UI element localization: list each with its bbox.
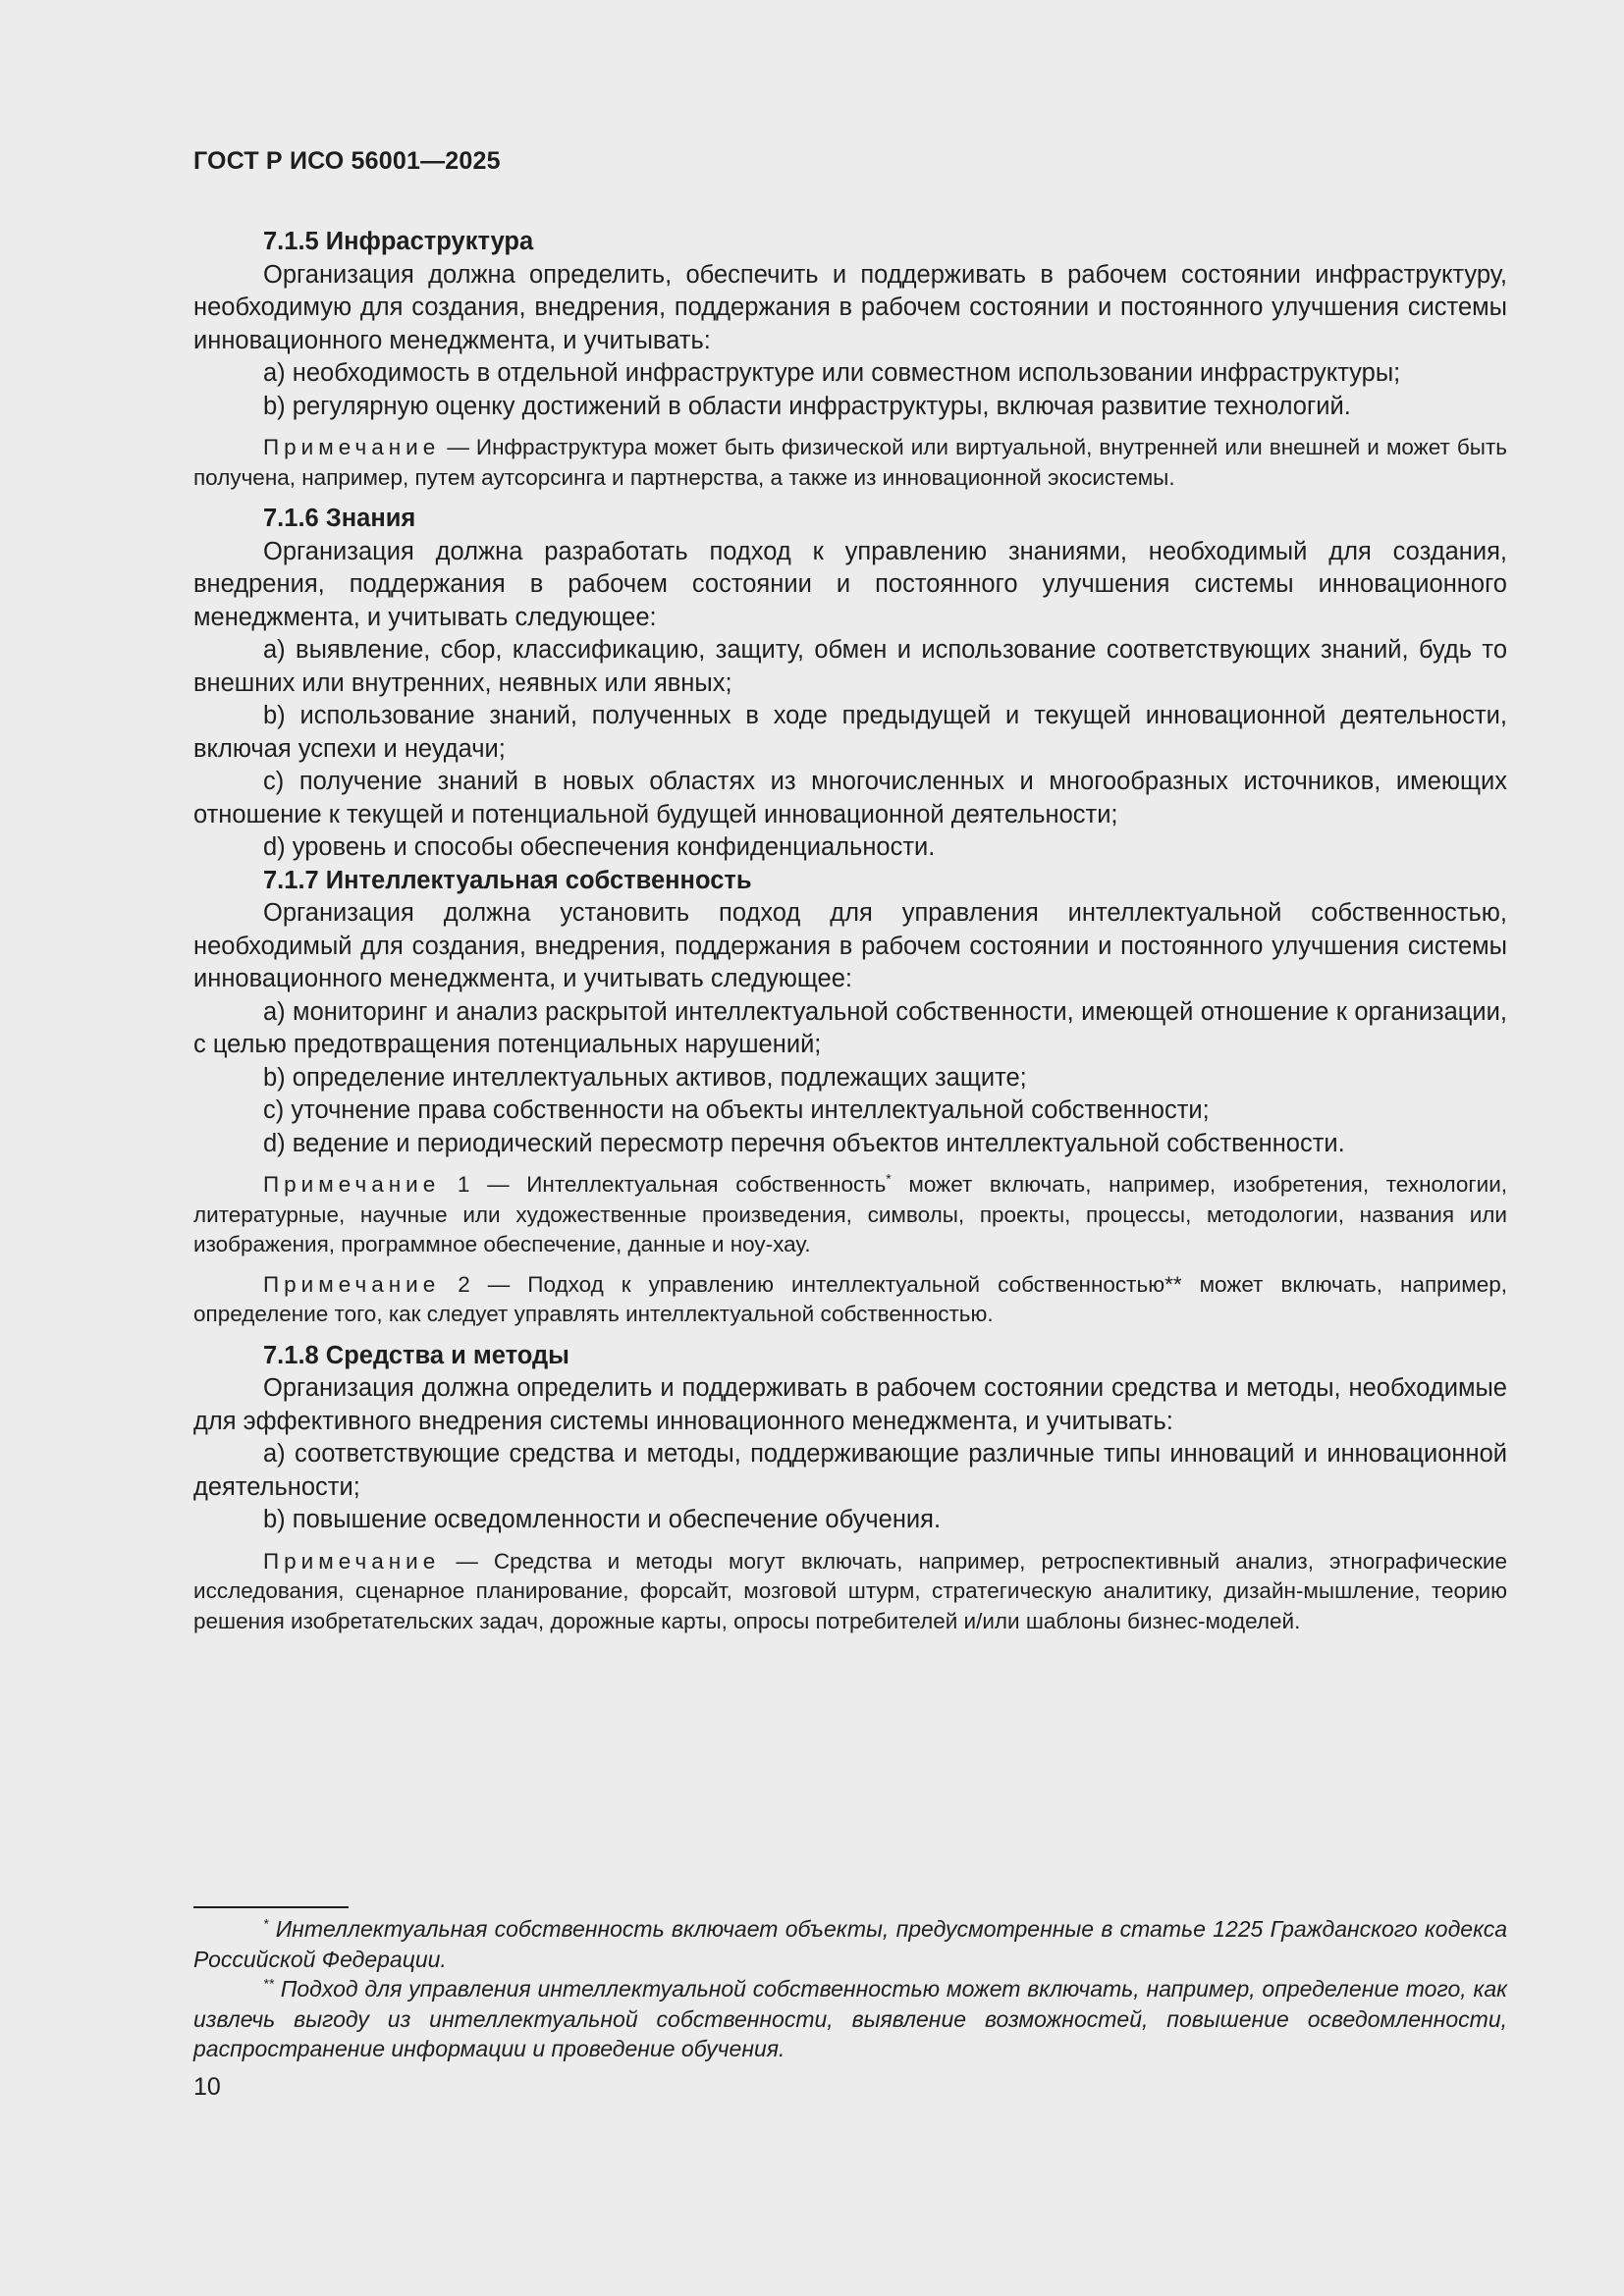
note-text: может включать, например, изобретения, технологии, литературные, научные или художественные произведения, символы, проекты, процессы, методологии, названия или изображения, программное обеспечение, данные и ноу-хау.: [193, 1172, 1508, 1256]
footnote: [193, 1914, 1507, 1974]
list-item: c) уточнение права собственности на объекты интеллектуальной собственности;: [263, 1096, 1210, 1124]
document-body: [193, 226, 1507, 1646]
list-item: b) регулярную оценку достижений в области инфраструктуры, включая развитие технологий.: [263, 392, 1351, 420]
list-item: d) уровень и способы обеспечения конфиденциальности.: [263, 833, 936, 861]
list-item: d) ведение и периодический пересмотр перечня объектов интеллектуальной собственности.: [263, 1129, 1345, 1157]
footnote-mark: *: [886, 1170, 892, 1187]
note-text: — Средства и методы могут включать, например, ретроспективный анализ, этнографические исследования, сценарное планирование, форсайт, мозговой штурм, стратегическую аналитику, дизайн-мышление, теорию решения изобретательских задач, дорожные карты, опросы потребителей и/или шаблоны бизнес-моделей.: [193, 1548, 1507, 1633]
footnote-divider: [193, 1906, 349, 1908]
footnote: [193, 1974, 1507, 2064]
note-label: Примечание: [263, 1548, 441, 1574]
list-item: c) получение знаний в новых областях из многочисленных и многообразных источников, имеющих отношение к текущей и потенциальной будущей инновационной деятельности;: [193, 768, 1507, 828]
note: [193, 1547, 1507, 1637]
list-item: a) выявление, сбор, классификацию, защиту, обмен и использование соответствующих знаний, будь то внешних или внутренних, неявных или явных;: [193, 636, 1507, 697]
section-intro: Организация должна определить и поддерживать в рабочем состоянии средства и методы, необходимые для эффективного внедрения системы инновационного менеджмента, и учитывать:: [193, 1374, 1507, 1435]
list-item: a) необходимость в отдельной инфраструктуре или совместном использовании инфраструктуры;: [263, 359, 1401, 387]
footnote-text: Подход для управления интеллектуальной собственностью может включать, например, определение того, как извлечь выгоду из интеллектуальной собственности, выявление возможностей, повышение осведомленности, распространение информации и проведение обучения.: [193, 1976, 1507, 2061]
list-item: b) повышение осведомленности и обеспечение обучения.: [263, 1506, 942, 1533]
note-text: 1 — Интеллектуальная собственность: [440, 1172, 887, 1197]
note-label: Примечание: [263, 435, 441, 459]
note-2: [193, 1270, 1507, 1330]
page-header: ГОСТ Р ИСО 56001—2025: [193, 147, 501, 175]
list-item: b) определение интеллектуальных активов, подлежащих защите;: [263, 1063, 1027, 1092]
list-item: a) мониторинг и анализ раскрытой интеллектуальной собственности, имеющей отношение к организации, с целью предотвращения потенциальных нарушений;: [193, 997, 1507, 1058]
note: [193, 433, 1507, 493]
note-text: — Инфраструктура может быть физической или виртуальной, внутренней или внешней и может быть получена, например, путем аутсорсинга и партнерства, а также из инновационной экосистемы.: [193, 435, 1507, 490]
page-number: 10: [193, 2073, 221, 2101]
footnotes: [193, 1906, 1507, 2064]
footnote-mark: *: [263, 1915, 269, 1932]
footnote-text: Интеллектуальная собственность включает объекты, предусмотренные в статье 1225 Гражданского кодекса Российской Федерации.: [193, 1916, 1507, 1972]
section-intro: Организация должна разработать подход к управлению знаниями, необходимый для создания, внедрения, поддержания в рабочем состоянии и постоянного улучшения системы инновационного менеджмента, и учитывать следующее:: [193, 537, 1507, 631]
list-item: b) использование знаний, полученных в ходе предыдущей и текущей инновационной деятельности, включая успехи и неудачи;: [193, 702, 1507, 763]
note-label: Примечание: [263, 1271, 441, 1297]
note-label: Примечание: [263, 1172, 441, 1197]
note-1: [193, 1170, 1507, 1260]
section-heading-7-1-5: 7.1.5 Инфраструктура: [263, 228, 534, 255]
list-item: a) соответствующие средства и методы, поддерживающие различные типы инноваций и инновационной деятельности;: [193, 1440, 1507, 1501]
section-intro: Организация должна определить, обеспечить и поддерживать в рабочем состоянии инфраструктуру, необходимую для создания, внедрения, поддержания в рабочем состоянии и постоянного улучшения системы инновационного менеджмента, и учитывать:: [193, 260, 1507, 354]
section-intro: Организация должна установить подход для управления интеллектуальной собственностью, необходимый для создания, внедрения, поддержания в рабочем состоянии и постоянного улучшения системы инновационного менеджмента, и учитывать следующее:: [193, 899, 1507, 992]
section-heading-7-1-8: 7.1.8 Средства и методы: [263, 1341, 569, 1369]
section-heading-7-1-7: 7.1.7 Интеллектуальная собственность: [263, 866, 752, 894]
note-text: 2 — Подход к управлению интеллектуальной собственностью** может включать, например, определение того, как следует управлять интеллектуальной собственностью.: [193, 1271, 1507, 1326]
section-heading-7-1-6: 7.1.6 Знания: [263, 505, 416, 532]
footnote-mark: **: [263, 1975, 274, 1992]
